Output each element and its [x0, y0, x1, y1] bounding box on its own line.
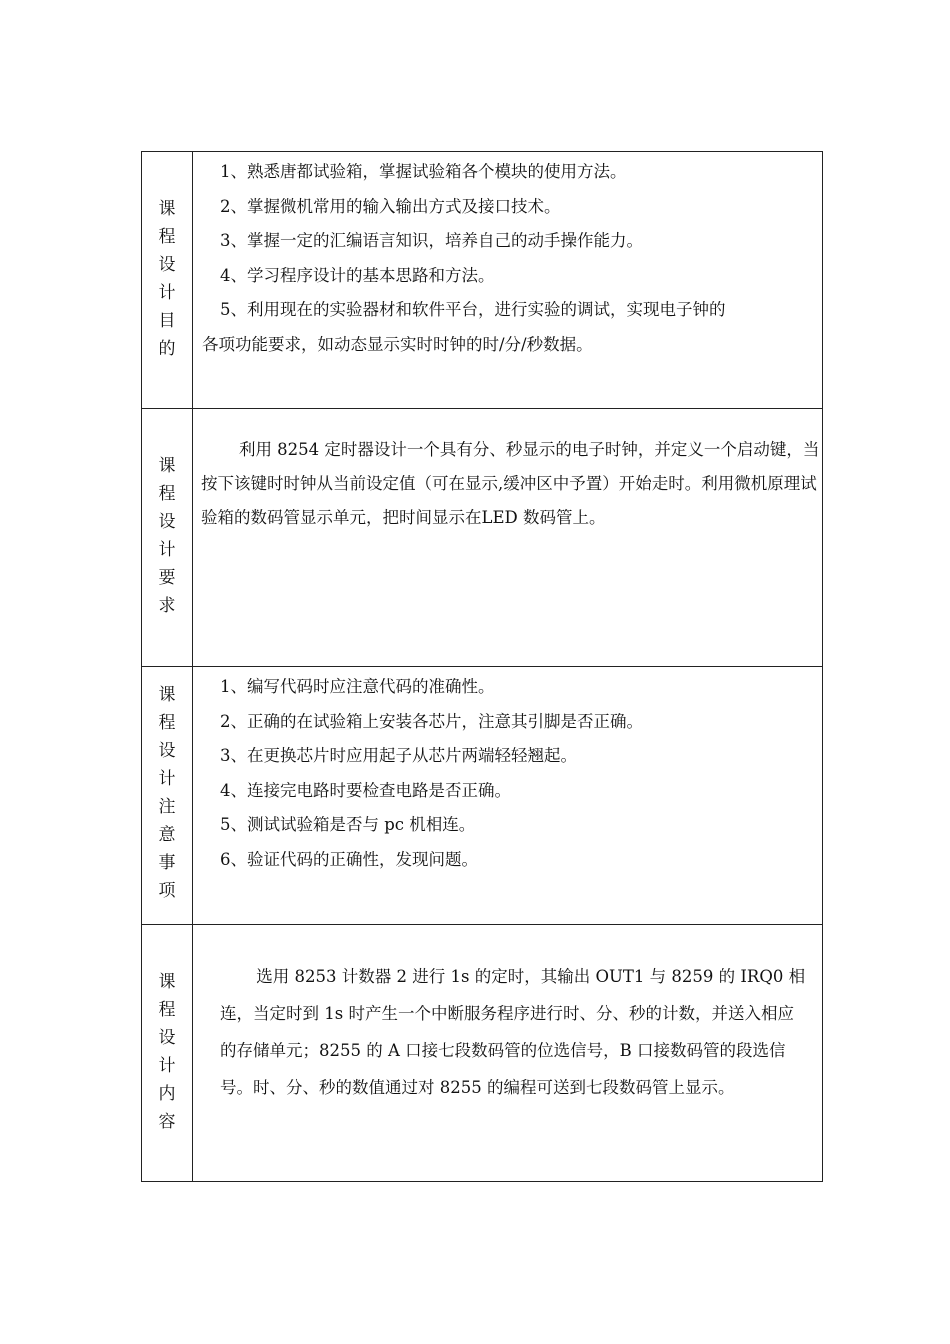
section-purpose-content: [193, 152, 823, 409]
label-char: 项: [158, 881, 176, 901]
section-content-label-cell: [142, 925, 193, 1182]
label-char: 容: [158, 1112, 176, 1132]
section-notes-content: [193, 667, 823, 925]
label-char: 注: [158, 797, 176, 817]
section-requirement-row: [142, 409, 823, 667]
label-char: 意: [158, 825, 176, 845]
label-char: 设: [158, 255, 176, 275]
section-content-label: [142, 925, 192, 1136]
notes-line: 6、验证代码的正确性，发现问题。: [220, 849, 478, 869]
label-char: 计: [158, 283, 176, 303]
course-design-table: [141, 151, 823, 1182]
purpose-line: 各项功能要求，如动态显示实时时钟的时/分/秒数据。: [202, 334, 593, 354]
label-char: 计: [158, 540, 176, 560]
notes-line: 4、连接完电路时要检查电路是否正确。: [220, 780, 511, 800]
label-char: 程: [158, 227, 176, 247]
label-char: 事: [158, 853, 176, 873]
section-requirement-label-cell: [142, 409, 193, 667]
label-char: 设: [158, 512, 176, 532]
label-char: 程: [158, 484, 176, 504]
notes-line: 3、在更换芯片时应用起子从芯片两端轻轻翘起。: [220, 746, 577, 765]
label-char: 目: [158, 311, 176, 331]
purpose-line: 5、利用现在的实验器材和软件平台，进行实验的调试，实现电子钟的: [220, 300, 726, 319]
label-char: 求: [158, 596, 176, 616]
section-purpose-label-cell: [142, 152, 193, 409]
label-char: 课: [158, 199, 176, 219]
purpose-line: 1、熟悉唐都试验箱，掌握试验箱各个模块的使用方法。: [220, 162, 627, 181]
label-char: 设: [158, 1028, 176, 1048]
section-notes-row: [142, 667, 823, 925]
section-notes-label-cell: [142, 667, 193, 925]
purpose-line: 3、掌握一定的汇编语言知识，培养自己的动手操作能力。: [220, 231, 643, 250]
label-char: 计: [158, 1056, 176, 1076]
section-requirement-content: [193, 409, 823, 667]
label-char: 课: [158, 456, 176, 476]
label-char: 要: [158, 568, 176, 588]
purpose-line: 4、学习程序设计的基本思路和方法。: [220, 265, 495, 285]
label-char: 计: [158, 769, 176, 789]
notes-line: 5、测试试验箱是否与 pc 机相连。: [220, 815, 476, 834]
section-content-content: [193, 925, 823, 1182]
requirement-paragraph: 利用 8254 定时器设计一个具有分、秒显示的电子时钟，并定义一个启动键，当按下该键时时钟从当前设定值（可在显示,缓冲区中予置）开始走时。利用微机原理试验箱的数码管显示单元，把时间显示在LED 数码管上。: [201, 440, 820, 527]
purpose-line: 2、掌握微机常用的输入输出方式及接口技术。: [220, 196, 561, 216]
label-char: 课: [158, 972, 176, 992]
label-char: 程: [158, 1000, 176, 1020]
section-purpose-row: [142, 152, 823, 409]
notes-line: 2、正确的在试验箱上安装各芯片，注意其引脚是否正确。: [220, 711, 643, 731]
label-char: 设: [158, 741, 176, 761]
section-requirement-label: [142, 409, 192, 620]
section-notes-label: [142, 667, 192, 905]
notes-line: 1、编写代码时应注意代码的准确性。: [220, 677, 495, 696]
label-char: 课: [158, 685, 176, 705]
section-purpose-label: [142, 152, 192, 363]
section-content-row: [142, 925, 823, 1182]
content-paragraph: 选用 8253 计数器 2 进行 1s 的定时，其输出 OUT1 与 8259 的 IRQ0 相连，当定时到 1s 时产生一个中断服务程序进行时、分、秒的计数，并送入相应的存储单元；8255 的 A 口接七段数码管的位选信号，B 口接数码管的段选信号。时、分、秒的数值通过对 8255 的编程可送到七段数码管上显示。: [220, 967, 806, 1097]
label-char: 内: [158, 1084, 176, 1104]
label-char: 程: [158, 713, 176, 733]
label-char: 的: [158, 339, 176, 359]
